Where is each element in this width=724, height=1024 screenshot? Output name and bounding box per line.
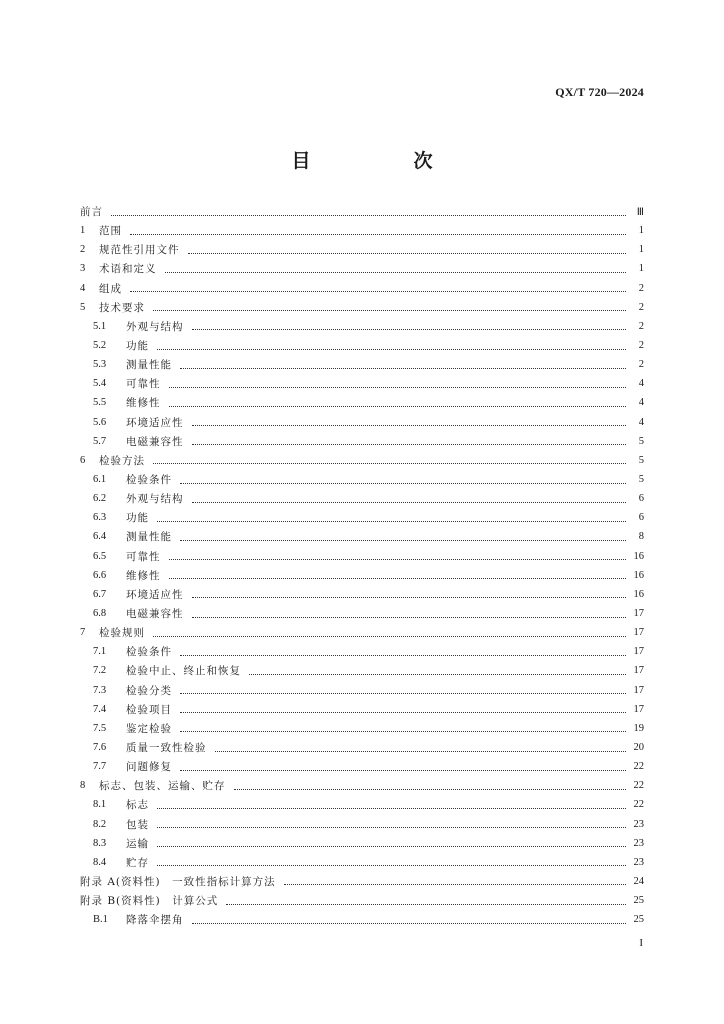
- toc-entry-page: 5: [638, 435, 644, 447]
- toc-entry[interactable]: [80, 259, 644, 278]
- toc-entry[interactable]: [80, 853, 644, 872]
- toc-entry[interactable]: [80, 795, 644, 814]
- toc-entry[interactable]: [80, 891, 644, 910]
- toc-entry-label: 检验规则: [99, 627, 145, 640]
- toc-entry-number: 5.4: [93, 378, 107, 390]
- toc-entry[interactable]: [80, 298, 644, 317]
- toc-entry[interactable]: [80, 815, 644, 834]
- table-of-contents: [80, 202, 644, 929]
- toc-entry-number: B.1: [93, 914, 108, 926]
- toc-entry[interactable]: [80, 910, 644, 929]
- toc-entry[interactable]: [80, 834, 644, 853]
- toc-entry-number: 8.4: [93, 856, 107, 868]
- dot-leader: [192, 424, 627, 426]
- toc-entry-page: 1: [638, 244, 644, 256]
- toc-entry-label: 鉴定检验: [126, 722, 172, 735]
- toc-entry[interactable]: [80, 661, 644, 680]
- toc-entry[interactable]: [80, 642, 644, 661]
- toc-entry-label: 外观与结构: [126, 320, 184, 333]
- toc-entry[interactable]: [80, 738, 644, 757]
- dot-leader: [180, 730, 626, 732]
- toc-entry-label: 检验条件: [126, 646, 172, 659]
- toc-entry-number: 5.2: [93, 340, 107, 352]
- toc-entry[interactable]: [80, 489, 644, 508]
- toc-title: 目 次: [291, 150, 475, 172]
- toc-entry-label: 质量一致性检验: [126, 742, 207, 754]
- toc-entry-label: 附录 B(资料性) 计算公式: [80, 895, 219, 908]
- dot-leader: [130, 290, 626, 292]
- toc-entry-number: 5.6: [93, 416, 107, 428]
- dot-leader: [180, 539, 626, 541]
- toc-entry-number: 5.5: [93, 397, 107, 409]
- toc-entry-label: 可靠性: [126, 378, 161, 391]
- toc-entry-number: 8.1: [93, 799, 107, 811]
- toc-entry-label: 技术要求: [99, 301, 145, 314]
- dot-leader: [157, 826, 626, 828]
- toc-entry-page: 4: [638, 397, 644, 409]
- toc-entry-number: 6.5: [93, 550, 107, 562]
- toc-entry-number: 7.2: [93, 665, 107, 677]
- toc-entry[interactable]: [80, 566, 644, 585]
- toc-entry-label: 可靠性: [126, 550, 161, 563]
- toc-entry[interactable]: [80, 355, 644, 374]
- dot-leader: [153, 635, 626, 637]
- toc-entry-page: 2: [638, 359, 644, 371]
- toc-entry-number: 7.7: [93, 761, 107, 773]
- toc-entry-page: 2: [638, 301, 644, 313]
- toc-entry[interactable]: [80, 623, 644, 642]
- toc-entry-number: 7: [80, 627, 86, 639]
- toc-entry-page: 22: [633, 799, 644, 811]
- toc-entry-page: 24: [633, 875, 644, 887]
- dot-leader: [180, 367, 626, 369]
- dot-leader: [192, 616, 627, 618]
- toc-entry-page: 22: [633, 780, 644, 792]
- dot-leader: [169, 386, 627, 388]
- toc-entry-page: 16: [633, 550, 644, 562]
- toc-entry[interactable]: [80, 547, 644, 566]
- toc-entry-number: 7.1: [93, 646, 107, 658]
- toc-entry-number: 6.3: [93, 512, 107, 524]
- dot-leader: [169, 405, 627, 407]
- toc-entry-page: 4: [638, 416, 644, 428]
- toc-entry-label: 功能: [126, 340, 149, 353]
- dot-leader: [192, 443, 627, 445]
- dot-leader: [192, 596, 627, 598]
- toc-entry-number: 8.3: [93, 837, 107, 849]
- toc-entry-number: 1: [80, 225, 86, 237]
- toc-entry[interactable]: [80, 872, 644, 891]
- toc-entry-number: 3: [80, 263, 86, 275]
- toc-entry-page: 20: [633, 742, 644, 753]
- toc-entry-page: 22: [633, 761, 644, 773]
- toc-entry[interactable]: [80, 700, 644, 719]
- toc-entry-number: 6: [80, 454, 86, 466]
- toc-entry-label: 检验项目: [126, 703, 172, 716]
- toc-entry[interactable]: [80, 202, 644, 221]
- dot-leader: [157, 845, 626, 847]
- dot-leader: [157, 520, 626, 522]
- toc-entry-label: 附录 A(资料性) 一致性指标计算方法: [80, 875, 276, 888]
- toc-entry-label: 贮存: [126, 856, 149, 869]
- toc-entry-page: 25: [633, 895, 644, 907]
- toc-entry-label: 外观与结构: [126, 493, 184, 506]
- toc-entry-page: 2: [638, 340, 644, 352]
- toc-entry-number: 6.2: [93, 493, 107, 505]
- toc-entry-page: 16: [633, 569, 644, 581]
- dot-leader: [192, 501, 627, 503]
- dot-leader: [157, 864, 626, 866]
- dot-leader: [192, 922, 627, 924]
- toc-entry-page: 6: [638, 493, 644, 505]
- toc-entry-page: 17: [633, 703, 644, 715]
- toc-entry-page: 1: [638, 263, 644, 275]
- dot-leader: [192, 328, 627, 330]
- toc-entry-number: 8: [80, 780, 86, 792]
- dot-leader: [169, 558, 627, 560]
- toc-entry-page: 5: [638, 454, 644, 466]
- toc-entry-page: 17: [633, 665, 644, 677]
- toc-entry-label: 包装: [126, 818, 149, 831]
- dot-leader: [284, 883, 626, 885]
- toc-entry-label: 组成: [99, 282, 122, 295]
- toc-entry-label: 术语和定义: [99, 263, 157, 276]
- toc-entry-number: 7.3: [93, 684, 107, 696]
- toc-entry[interactable]: [80, 719, 644, 738]
- toc-entry-page: 6: [638, 512, 644, 524]
- toc-entry[interactable]: [80, 470, 644, 489]
- toc-entry[interactable]: [80, 413, 644, 432]
- toc-entry-page: 25: [633, 914, 644, 926]
- toc-entry-page: 17: [633, 608, 644, 620]
- page-number: I: [639, 937, 643, 949]
- toc-entry-number: 2: [80, 244, 86, 256]
- dot-leader: [130, 233, 626, 235]
- toc-entry-label: 标志: [126, 799, 149, 812]
- toc-entry-page: 17: [633, 627, 644, 639]
- toc-entry-label: 运输: [126, 837, 149, 850]
- dot-leader: [215, 750, 627, 752]
- dot-leader: [157, 807, 626, 809]
- toc-entry-number: 5: [80, 301, 86, 313]
- toc-entry[interactable]: [80, 527, 644, 546]
- toc-entry-label: 检验条件: [126, 474, 172, 487]
- toc-entry-page: 4: [638, 378, 644, 390]
- dot-leader: [180, 711, 626, 713]
- toc-entry-label: 降落伞摆角: [126, 914, 184, 927]
- toc-entry-label: 测量性能: [126, 531, 172, 544]
- dot-leader: [180, 482, 626, 484]
- toc-entry-number: 7.6: [93, 742, 107, 753]
- toc-entry-page: 16: [633, 588, 644, 600]
- dot-leader: [180, 654, 626, 656]
- toc-entry-number: 7.5: [93, 722, 107, 734]
- toc-entry-page: 19: [633, 722, 644, 734]
- toc-entry-label: 维修性: [126, 397, 161, 410]
- toc-entry-page: 23: [633, 837, 644, 849]
- toc-entry-page: 1: [638, 225, 644, 237]
- toc-entry-label: 检验中止、终止和恢复: [126, 665, 241, 678]
- toc-entry-number: 6.8: [93, 608, 107, 620]
- toc-entry[interactable]: [80, 681, 644, 700]
- toc-entry-number: 6.6: [93, 569, 107, 581]
- toc-entry-label: 范围: [99, 225, 122, 238]
- toc-entry[interactable]: [80, 336, 644, 355]
- toc-entry[interactable]: [80, 317, 644, 336]
- toc-entry[interactable]: [80, 374, 644, 393]
- toc-entry-page: 17: [633, 646, 644, 658]
- toc-entry[interactable]: [80, 508, 644, 527]
- dot-leader: [180, 692, 626, 694]
- dot-leader: [111, 214, 626, 216]
- toc-entry-number: 6.7: [93, 588, 107, 600]
- toc-entry-number: 7.4: [93, 703, 107, 715]
- dot-leader: [153, 309, 626, 311]
- toc-entry-number: 5.7: [93, 435, 107, 447]
- dot-leader: [180, 769, 626, 771]
- dot-leader: [157, 348, 626, 350]
- toc-entry-page: 23: [633, 856, 644, 868]
- dot-leader: [188, 252, 627, 254]
- document-code: QX/T 720—2024: [555, 85, 644, 99]
- toc-entry-label: 前言: [80, 206, 103, 219]
- toc-entry-page: 8: [638, 531, 644, 543]
- toc-entry[interactable]: [80, 240, 644, 259]
- toc-entry-label: 问题修复: [126, 761, 172, 774]
- toc-entry-number: 5.1: [93, 320, 107, 332]
- toc-entry-number: 5.3: [93, 359, 107, 371]
- toc-entry[interactable]: [80, 451, 644, 470]
- toc-entry-number: 4: [80, 282, 86, 294]
- toc-entry-label: 环境适应性: [126, 588, 184, 601]
- toc-entry-label: 环境适应性: [126, 416, 184, 429]
- dot-leader: [249, 673, 626, 675]
- toc-entry-label: 标志、包装、运输、贮存: [99, 780, 226, 793]
- dot-leader: [165, 271, 627, 273]
- dot-leader: [234, 788, 627, 790]
- toc-entry-number: 6.4: [93, 531, 107, 543]
- toc-entry-label: 检验分类: [126, 684, 172, 697]
- toc-entry[interactable]: [80, 279, 644, 298]
- toc-entry-number: 8.2: [93, 818, 107, 830]
- toc-entry[interactable]: [80, 776, 644, 795]
- toc-entry-page: 23: [633, 818, 644, 830]
- toc-entry-label: 测量性能: [126, 359, 172, 372]
- toc-entry-page: 17: [633, 684, 644, 696]
- toc-entry[interactable]: [80, 221, 644, 240]
- dot-leader: [169, 577, 627, 579]
- toc-entry[interactable]: [80, 393, 644, 412]
- toc-entry[interactable]: [80, 757, 644, 776]
- toc-entry-label: 检验方法: [99, 454, 145, 467]
- toc-entry-number: 6.1: [93, 474, 107, 486]
- toc-entry-label: 规范性引用文件: [99, 244, 180, 257]
- toc-entry[interactable]: [80, 432, 644, 451]
- toc-entry-page: 2: [638, 320, 644, 332]
- toc-entry-label: 电磁兼容性: [126, 435, 184, 448]
- toc-entry-page: 5: [638, 474, 644, 486]
- toc-entry[interactable]: [80, 604, 644, 623]
- toc-entry-page: 2: [638, 282, 644, 294]
- toc-entry-label: 电磁兼容性: [126, 608, 184, 621]
- toc-entry-label: 功能: [126, 512, 149, 525]
- toc-entry-label: 维修性: [126, 569, 161, 582]
- dot-leader: [153, 462, 626, 464]
- dot-leader: [226, 903, 626, 905]
- toc-entry-page: Ⅲ: [636, 206, 644, 218]
- toc-entry[interactable]: [80, 585, 644, 604]
